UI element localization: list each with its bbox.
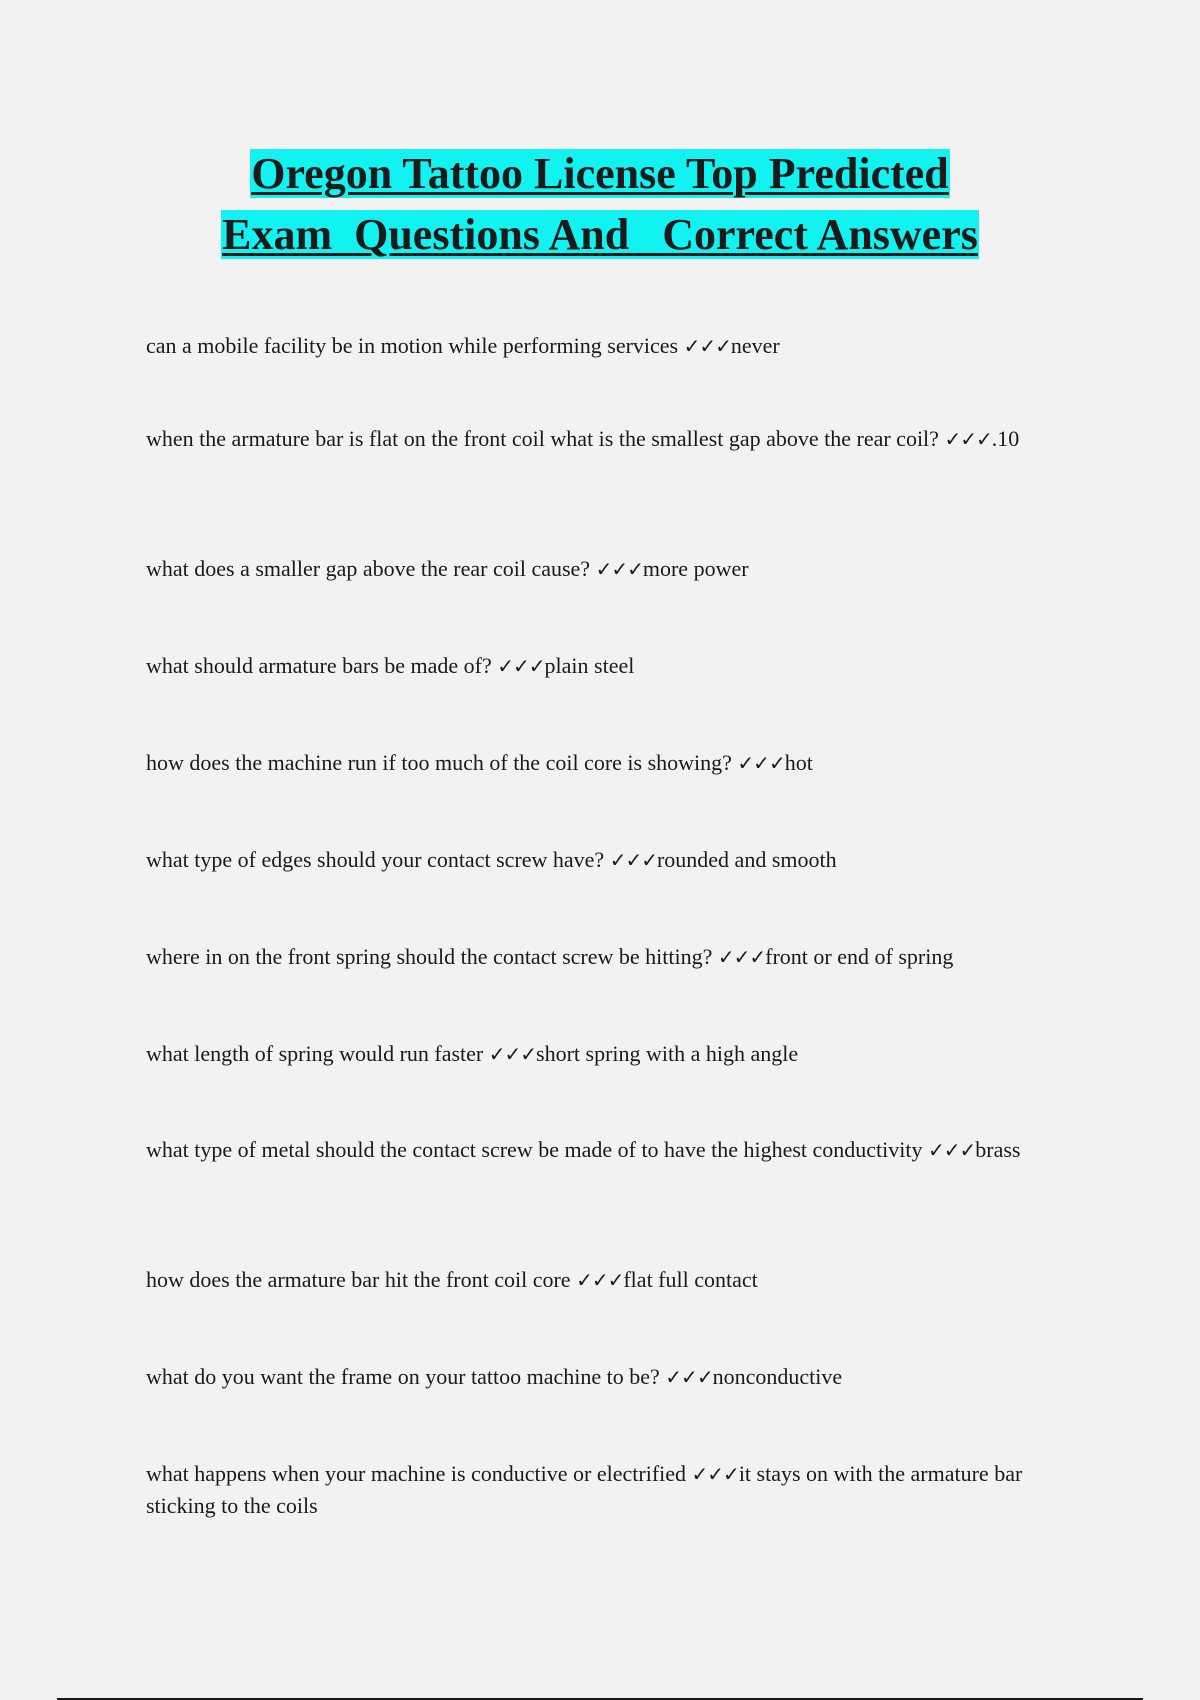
- question-text: what should armature bars be made of?: [146, 653, 498, 678]
- answer-text: flat full contact: [623, 1267, 758, 1292]
- title-line-1: [0, 143, 1200, 204]
- qa-item: [146, 844, 1066, 876]
- answer-text: hot: [784, 750, 813, 775]
- answer-text: never: [730, 333, 780, 358]
- check-marks-icon: ✓✓✓: [683, 334, 731, 358]
- answer-text: short spring with a high angle: [536, 1041, 799, 1066]
- question-text: what length of spring would run faster: [146, 1041, 489, 1066]
- answer-text: it stays on with the armature bar sticking to the coils: [146, 1461, 1023, 1518]
- answer-text: .10: [991, 426, 1020, 451]
- title-line-2-text: Exam Questions And Correct Answers: [222, 210, 978, 259]
- check-marks-icon: ✓✓✓: [665, 1365, 713, 1389]
- qa-item: [146, 423, 1066, 455]
- check-marks-icon: ✓✓✓: [497, 654, 545, 678]
- check-marks-icon: ✓✓✓: [576, 1268, 624, 1292]
- check-marks-icon: ✓✓✓: [944, 427, 992, 451]
- qa-item: [146, 941, 1066, 973]
- qa-item: [146, 1458, 1066, 1522]
- title-line-2: [0, 204, 1200, 265]
- answer-text: front or end of spring: [765, 944, 954, 969]
- qa-item: [146, 553, 1066, 585]
- qa-item: [146, 330, 1066, 362]
- qa-item: [146, 747, 1066, 779]
- question-text: what do you want the frame on your tattoo machine to be?: [146, 1364, 666, 1389]
- question-text: what happens when your machine is conductive or electrified: [146, 1461, 692, 1486]
- qa-item: [146, 1038, 1066, 1070]
- answer-text: more power: [642, 556, 749, 581]
- answer-text: brass: [975, 1137, 1021, 1162]
- qa-item: [146, 1134, 1066, 1166]
- check-marks-icon: ✓✓✓: [488, 1042, 537, 1066]
- question-text: how does the machine run if too much of the coil core is showing?: [146, 750, 738, 775]
- title-line-1-text: Oregon Tattoo License Top Predicted: [251, 149, 949, 198]
- question-text: when the armature bar is flat on the front coil what is the smallest gap above the rear coil?: [146, 426, 945, 451]
- answer-text: nonconductive: [712, 1364, 843, 1389]
- qa-item: [146, 650, 1066, 682]
- qa-item: [146, 1361, 1066, 1393]
- question-text: can a mobile facility be in motion while performing services: [146, 333, 684, 358]
- question-text: what type of metal should the contact screw be made of to have the highest conductivity: [146, 1137, 928, 1162]
- check-marks-icon: ✓✓✓: [717, 945, 766, 969]
- answer-text: plain steel: [544, 653, 635, 678]
- document-title: [0, 143, 1200, 265]
- question-text: what does a smaller gap above the rear coil cause?: [146, 556, 596, 581]
- check-marks-icon: ✓✓✓: [609, 848, 657, 872]
- question-text: where in on the front spring should the contact screw be hitting?: [146, 944, 718, 969]
- check-marks-icon: ✓✓✓: [691, 1462, 739, 1486]
- check-marks-icon: ✓✓✓: [737, 751, 785, 775]
- question-text: what type of edges should your contact screw have?: [146, 847, 610, 872]
- answer-text: rounded and smooth: [656, 847, 837, 872]
- question-text: how does the armature bar hit the front coil core: [146, 1267, 577, 1292]
- qa-item: [146, 1264, 1066, 1296]
- check-marks-icon: ✓✓✓: [595, 557, 643, 581]
- check-marks-icon: ✓✓✓: [928, 1138, 976, 1162]
